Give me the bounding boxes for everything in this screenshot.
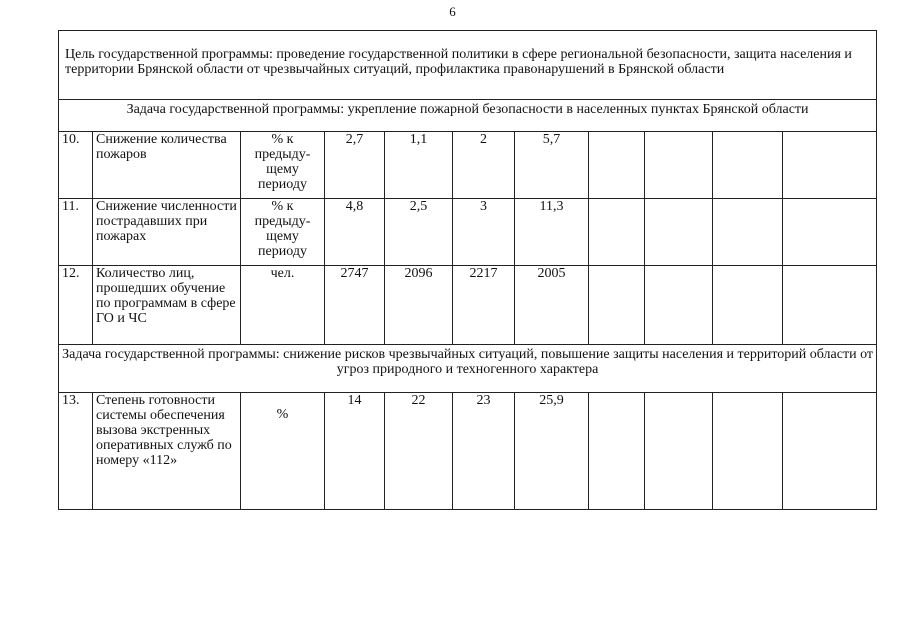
task-row-2 bbox=[59, 345, 877, 393]
row-number: 13. bbox=[59, 393, 93, 510]
goal-row bbox=[59, 31, 877, 100]
value-cell bbox=[713, 393, 783, 510]
unit-cell: чел. bbox=[241, 266, 325, 345]
value-cell: 2 bbox=[453, 132, 515, 199]
value-cell: 14 bbox=[325, 393, 385, 510]
value-cell bbox=[713, 199, 783, 266]
value-cell bbox=[783, 393, 877, 510]
value-cell bbox=[783, 132, 877, 199]
value-cell: 3 bbox=[453, 199, 515, 266]
indicator-name: Степень готовности системы обеспечения вызова экстренных оперативных служб по номеру «112» bbox=[93, 393, 241, 510]
value-cell bbox=[713, 266, 783, 345]
table-row bbox=[59, 132, 877, 199]
program-task-fire-safety: Задача государственной программы: укрепление пожарной безопасности в населенных пунктах Брянской области bbox=[59, 100, 877, 132]
table-row bbox=[59, 393, 877, 510]
value-cell bbox=[645, 266, 713, 345]
value-cell bbox=[645, 199, 713, 266]
value-cell: 4,8 bbox=[325, 199, 385, 266]
value-cell: 25,9 bbox=[515, 393, 589, 510]
value-cell bbox=[713, 132, 783, 199]
page-number: 6 bbox=[449, 4, 456, 19]
program-task-emergency-risks: Задача государственной программы: снижение рисков чрезвычайных ситуаций, повышение защиты населения и территорий области от угроз природного и техногенного характера bbox=[59, 345, 877, 393]
value-cell: 2005 bbox=[515, 266, 589, 345]
unit-cell: % к предыду-щему периоду bbox=[241, 132, 325, 199]
value-cell: 2096 bbox=[385, 266, 453, 345]
value-cell: 2747 bbox=[325, 266, 385, 345]
unit-cell: % к предыду-щему периоду bbox=[241, 199, 325, 266]
indicator-name: Снижение количества пожаров bbox=[93, 132, 241, 199]
value-cell: 23 bbox=[453, 393, 515, 510]
program-goal: Цель государственной программы: проведение государственной политики в сфере региональной безопасности, защита населения и территории Брянской области от чрезвычайных ситуаций, профилактика правонарушений в Брянской области bbox=[59, 31, 877, 100]
table-row bbox=[59, 199, 877, 266]
value-cell: 22 bbox=[385, 393, 453, 510]
row-number: 10. bbox=[59, 132, 93, 199]
value-cell bbox=[589, 199, 645, 266]
value-cell: 2,5 bbox=[385, 199, 453, 266]
value-cell bbox=[645, 132, 713, 199]
value-cell: 2,7 bbox=[325, 132, 385, 199]
row-number: 11. bbox=[59, 199, 93, 266]
indicator-name: Снижение численности пострадавших при пожарах bbox=[93, 199, 241, 266]
value-cell: 2217 bbox=[453, 266, 515, 345]
unit-cell: % bbox=[241, 393, 325, 510]
value-cell bbox=[783, 266, 877, 345]
indicators-table bbox=[58, 30, 877, 510]
value-cell: 5,7 bbox=[515, 132, 589, 199]
value-cell bbox=[589, 132, 645, 199]
value-cell: 11,3 bbox=[515, 199, 589, 266]
value-cell: 1,1 bbox=[385, 132, 453, 199]
table-row bbox=[59, 266, 877, 345]
value-cell bbox=[783, 199, 877, 266]
value-cell bbox=[589, 266, 645, 345]
value-cell bbox=[645, 393, 713, 510]
task-row-1 bbox=[59, 100, 877, 132]
row-number: 12. bbox=[59, 266, 93, 345]
value-cell bbox=[589, 393, 645, 510]
indicator-name: Количество лиц, прошедших обучение по программам в сфере ГО и ЧС bbox=[93, 266, 241, 345]
